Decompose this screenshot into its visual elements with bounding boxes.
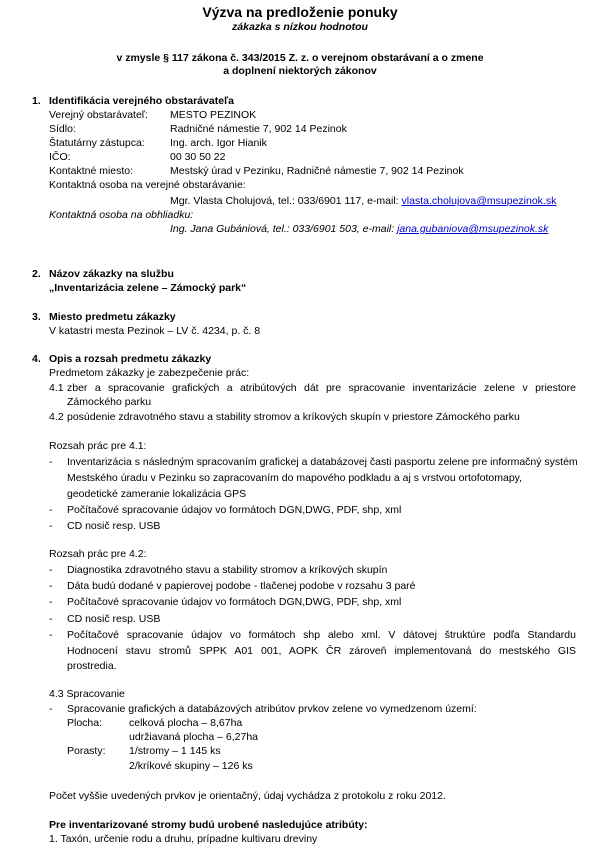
scope-4-2-item-5-line-1: Počítačové spracovanie údajov vo formátoch shp alebo xml. V dátovej štruktúre podľa Standardu xyxy=(67,629,576,641)
document-title: Výzva na predloženie ponuky xyxy=(202,4,398,20)
bullet-dash: - xyxy=(49,596,53,608)
field-label-ico: IČO: xyxy=(49,151,71,163)
field-label-contact-place: Kontaktné miesto: xyxy=(49,165,134,177)
bullet-dash: - xyxy=(49,520,53,532)
item-4-2-number: 4.2 xyxy=(49,411,64,423)
attribute-item-1: 1. Taxón, určenie rodu a druhu, prípadne kultivaru dreviny xyxy=(49,833,318,845)
section-1-heading: Identifikácia verejného obstarávateľa xyxy=(49,95,234,107)
stands-shrubs: 2/kríkové skupiny – 126 ks xyxy=(129,760,253,772)
stands-label: Porasty: xyxy=(67,745,106,757)
item-4-2-text: posúdenie zdravotného stavu a stability stromov a kríkových skupín v priestore Zámockého parku xyxy=(67,411,520,423)
legal-basis-line-2: a doplnení niektorých zákonov xyxy=(223,65,377,77)
field-value-statutory-rep: Ing. arch. Igor Hianik xyxy=(170,137,267,149)
area-total: celková plocha – 8,67ha xyxy=(129,717,243,729)
scope-4-1-item-1-line-3: geodetické zameranie lokalizácia GPS xyxy=(67,488,247,500)
bullet-dash: - xyxy=(49,703,53,715)
item-4-1-line-1: zber a spracovanie grafických a atribútových dát pre spracovanie inventarizácie zelene v priestore xyxy=(67,382,576,394)
contact-inspection-email-link[interactable]: jana.gubaniova@msupezinok.sk xyxy=(397,223,549,235)
item-4-3-title: 4.3 Spracovanie xyxy=(49,688,125,700)
scope-4-2-title: Rozsah prác pre 4.2: xyxy=(49,548,147,560)
contact-procurement-email-link[interactable]: vlasta.cholujova@msupezinok.sk xyxy=(401,195,557,207)
attributes-heading: Pre inventarizované stromy budú urobené nasledujúce atribúty: xyxy=(49,819,368,831)
contact-inspection-text: Ing. Jana Gubániová, tel.: 033/6901 503, e-mail: xyxy=(170,223,398,235)
contact-inspection-label: Kontaktná osoba na obhliadku: xyxy=(49,209,194,221)
scope-4-2-item-5-line-3: prostredia. xyxy=(67,660,117,672)
field-value-contact-place: Mestský úrad v Pezinku, Radničné námestie 7, 902 14 Pezinok xyxy=(170,165,464,177)
bullet-dash: - xyxy=(49,580,53,592)
item-4-1-line-2: Zámockého parku xyxy=(67,396,152,408)
bullet-dash: - xyxy=(49,504,53,516)
field-value-contracting-authority: MESTO PEZINOK xyxy=(170,109,257,121)
section-1-number: 1. xyxy=(32,95,41,107)
section-4-number: 4. xyxy=(32,353,41,365)
section-2-number: 2. xyxy=(32,268,41,280)
scope-4-1-item-1-line-1: Inventarizácia s následným spracovaním grafickej a databázovej časti pasportu zelene pre informačný systém xyxy=(67,456,578,468)
count-note: Počet vyššie uvedených prvkov je orientačný, údaj vychádza z protokolu z roku 2012. xyxy=(49,790,446,802)
contract-location: V katastri mesta Pezinok – LV č. 4234, p. č. 8 xyxy=(49,325,261,337)
bullet-dash: - xyxy=(49,564,53,576)
contact-procurement-label: Kontaktná osoba na verejné obstarávanie: xyxy=(49,179,246,191)
scope-4-1-item-2: Počítačové spracovanie údajov vo formátoch DGN,DWG, PDF, shp, xml xyxy=(67,504,402,516)
stands-trees: 1/stromy – 1 145 ks xyxy=(129,745,221,757)
area-label: Plocha: xyxy=(67,717,103,729)
field-label-statutory-rep: Štatutárny zástupca: xyxy=(49,137,145,149)
bullet-dash: - xyxy=(49,613,53,625)
scope-4-2-item-3: Počítačové spracovanie údajov vo formátoch DGN,DWG, PDF, shp, xml xyxy=(67,596,402,608)
field-label-seat: Sídlo: xyxy=(49,123,76,135)
scope-4-1-title: Rozsah prác pre 4.1: xyxy=(49,440,147,452)
contract-name: „Inventarizácia zelene – Zámocký park“ xyxy=(49,282,247,294)
document-subtitle: zákazka s nízkou hodnotou xyxy=(232,21,368,33)
legal-basis-line-1: v zmysle § 117 zákona č. 343/2015 Z. z. o verejnom obstarávaní a o zmene xyxy=(116,52,484,64)
bullet-dash: - xyxy=(49,629,53,641)
bullet-dash: - xyxy=(49,456,53,468)
item-4-1-number: 4.1 xyxy=(49,382,64,394)
section-4-intro: Predmetom zákazky je zabezpečenie prác: xyxy=(49,367,250,379)
field-value-seat: Radničné námestie 7, 902 14 Pezinok xyxy=(170,123,347,135)
scope-4-2-item-5-line-2: Hodnocení stavu stromů SPPK A01 001, AOPK ČR zároveň implementovaná do mestského GIS xyxy=(67,645,576,657)
section-2-heading: Názov zákazky na službu xyxy=(49,268,174,280)
contact-inspection-value xyxy=(170,223,548,236)
section-3-number: 3. xyxy=(32,311,41,323)
area-maintained: udržiavaná plocha – 6,27ha xyxy=(129,731,259,743)
scope-4-2-item-2: Dáta budú dodané v papierovej podobe - tlačenej podobe v rozsahu 3 paré xyxy=(67,580,416,592)
item-4-3-intro: Spracovanie grafických a databázových atribútov prvkov zelene vo vymedzenom území: xyxy=(67,703,477,715)
section-3-heading: Miesto predmetu zákazky xyxy=(49,311,176,323)
contact-procurement-text: Mgr. Vlasta Cholujová, tel.: 033/6901 117, e-mail: xyxy=(170,195,402,207)
scope-4-1-item-1-line-2: Mestského úradu v Pezinku so zapracovaním do mapového podkladu a aj s vrstvou ortofotomapy, xyxy=(67,472,523,484)
contact-procurement-value xyxy=(170,195,556,208)
scope-4-1-item-3: CD nosič resp. USB xyxy=(67,520,161,532)
scope-4-2-item-4: CD nosič resp. USB xyxy=(67,613,161,625)
field-value-ico: 00 30 50 22 xyxy=(170,151,226,163)
section-4-heading: Opis a rozsah predmetu zákazky xyxy=(49,353,212,365)
field-label-contracting-authority: Verejný obstarávateľ: xyxy=(49,109,148,121)
scope-4-2-item-1: Diagnostika zdravotného stavu a stability stromov a kríkových skupín xyxy=(67,564,388,576)
